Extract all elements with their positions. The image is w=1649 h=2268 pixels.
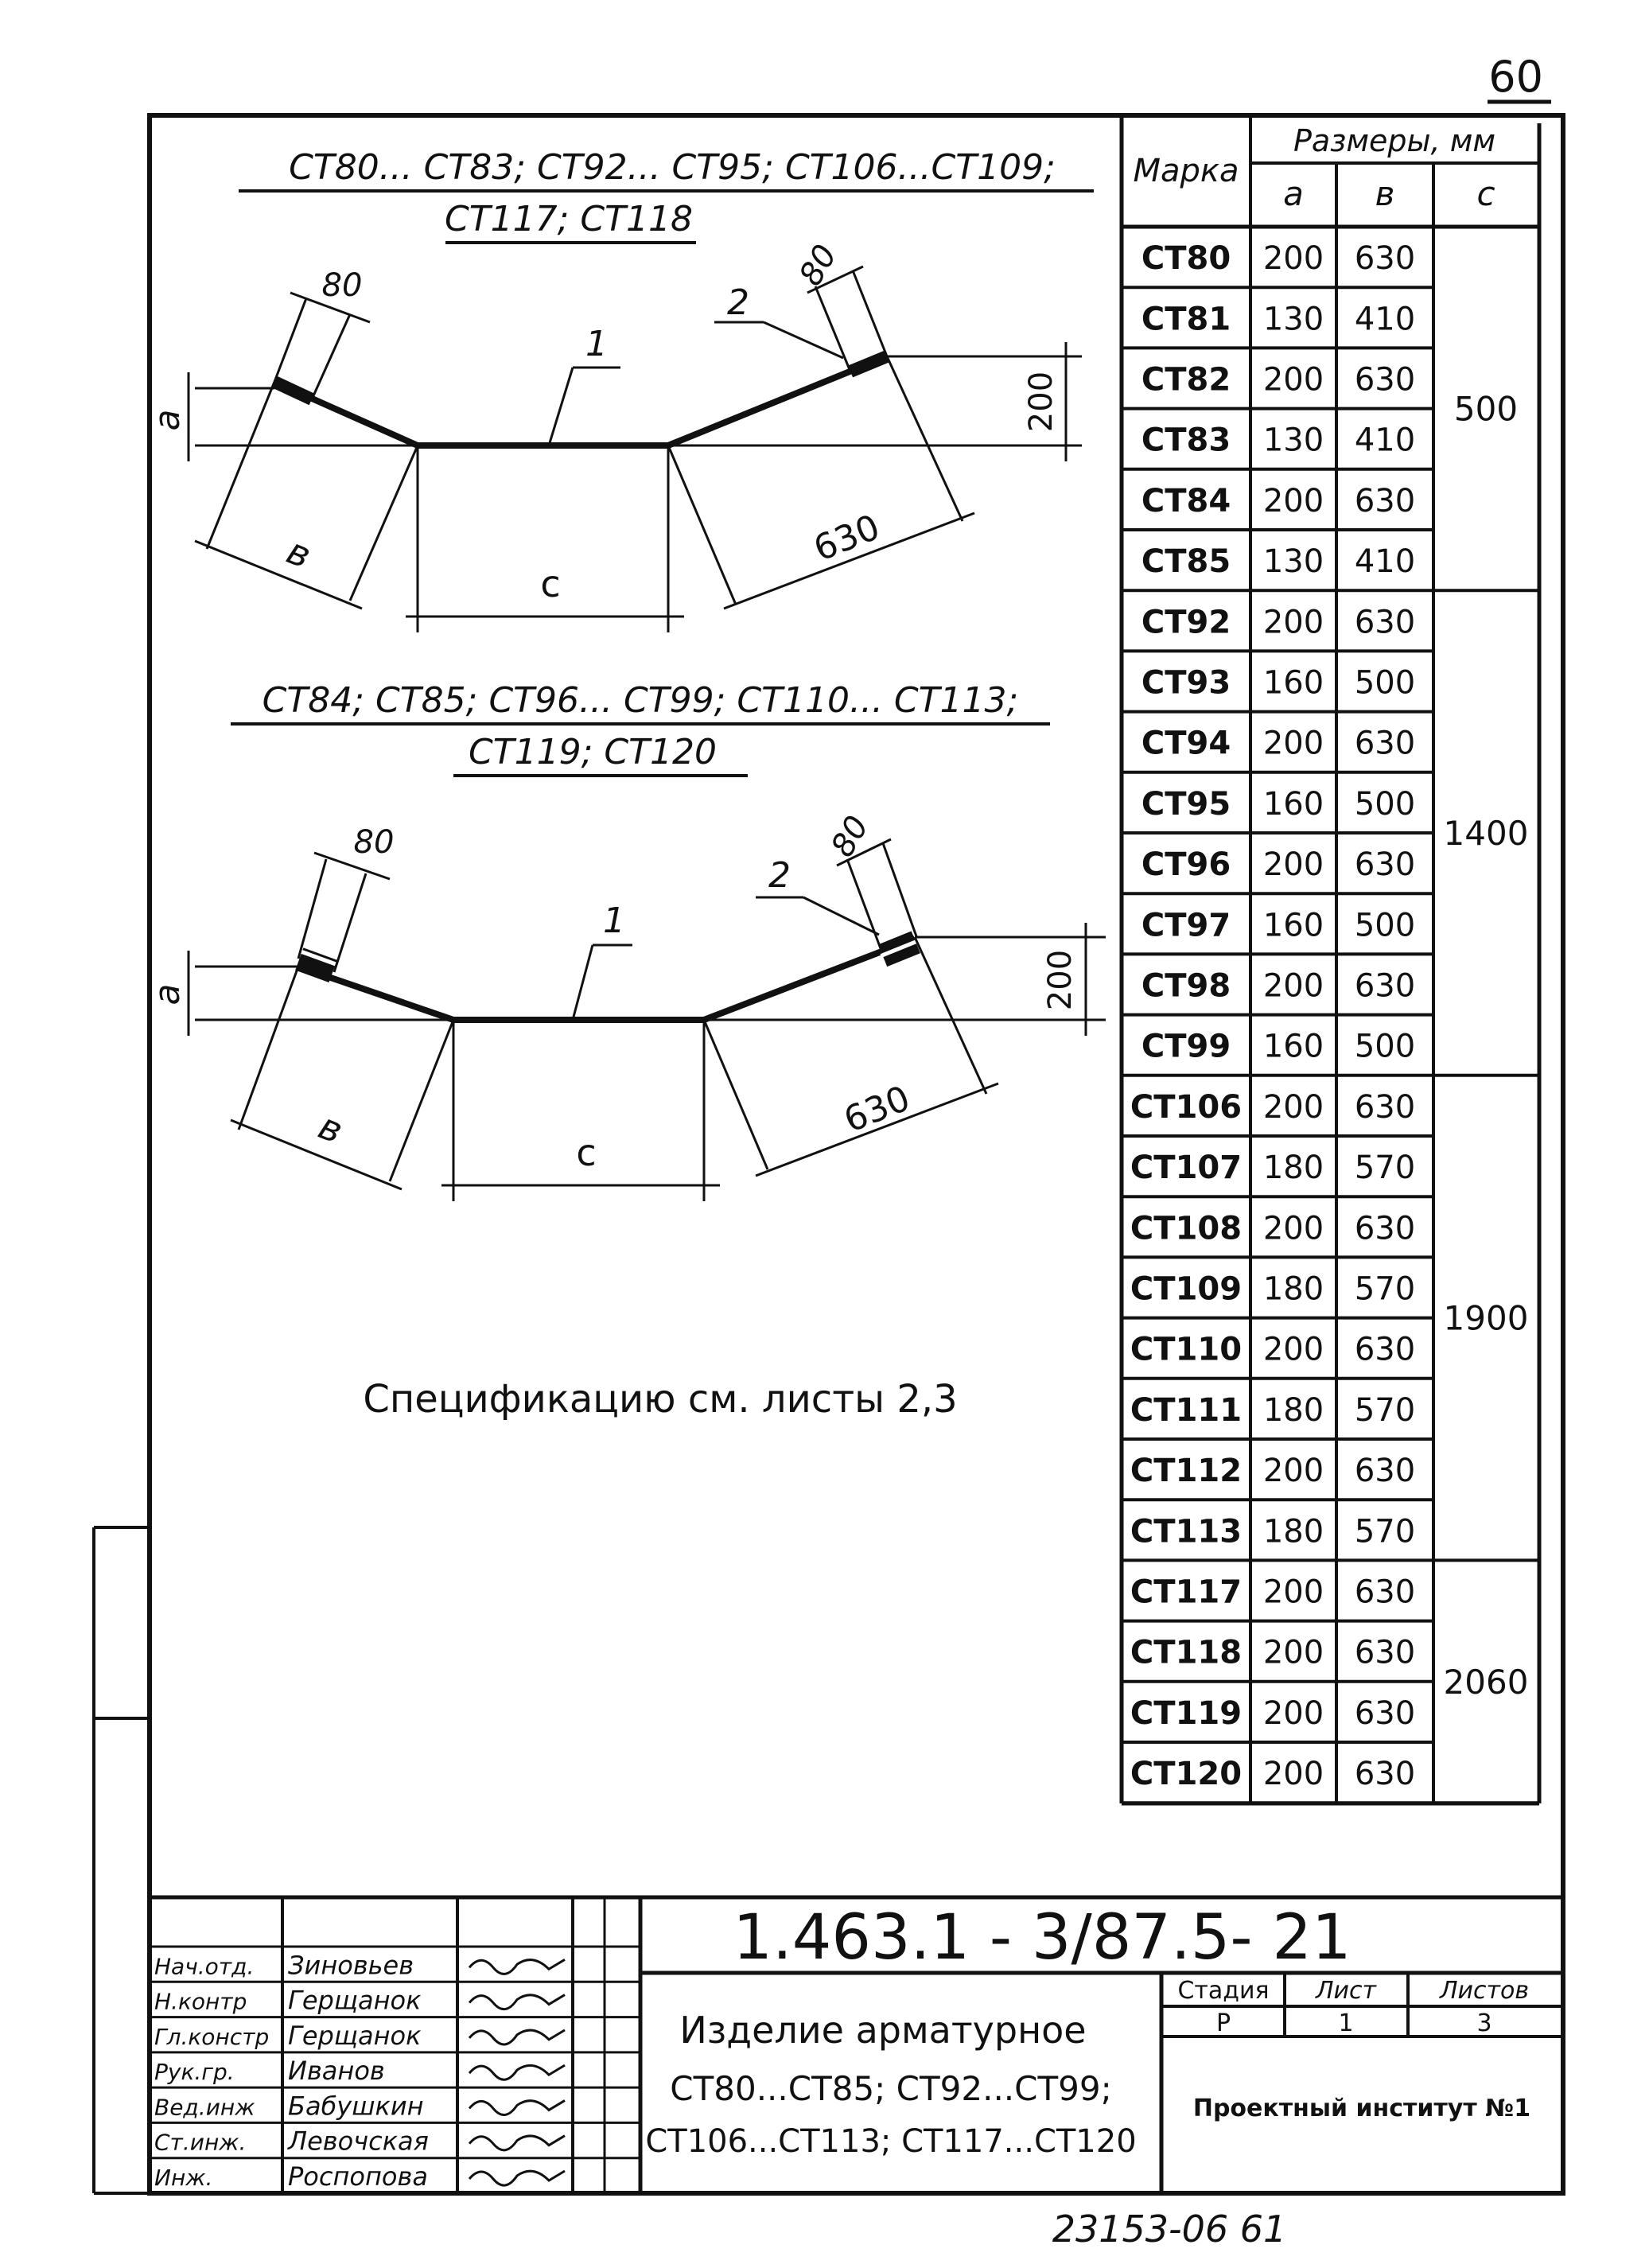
- table-row: [1122, 1574, 1433, 1621]
- table-header-col-a: а: [1283, 174, 1304, 213]
- table-row: [1122, 1271, 1433, 1318]
- table-row: [1122, 483, 1433, 530]
- table-cell-a: 200: [1262, 1453, 1324, 1490]
- group1-title-line2: СТ117; СТ118: [445, 199, 693, 239]
- group1-dim-c: с: [540, 562, 561, 605]
- table-cell-mark: СТ106: [1130, 1088, 1243, 1126]
- table-cell-a: 200: [1262, 482, 1324, 519]
- table-cell-b: 630: [1354, 1088, 1416, 1126]
- table-row: [1122, 786, 1433, 833]
- signature-role: Н.контр: [154, 1988, 247, 2015]
- table-row: [1122, 543, 1433, 590]
- signature-mark: [469, 2136, 565, 2150]
- table-cell-a: 200: [1262, 967, 1324, 1005]
- group2-dim-630: 630: [838, 1078, 916, 1141]
- table-cell-b: 630: [1354, 1210, 1416, 1247]
- table-cell-mark: СТ81: [1141, 301, 1231, 338]
- table-rows: [1122, 240, 1433, 1803]
- signature-row: [150, 2122, 640, 2156]
- table-cell-mark: СТ98: [1141, 967, 1231, 1005]
- table-row: [1122, 968, 1433, 1015]
- table-cell-a: 130: [1262, 422, 1324, 459]
- table-cell-mark: СТ93: [1141, 664, 1231, 702]
- signature-mark: [469, 2030, 565, 2044]
- table-cell-a: 200: [1262, 1694, 1324, 1732]
- group1-dim-80: 80: [321, 267, 363, 304]
- sheets-value: 3: [1476, 2009, 1492, 2037]
- table-cell-b: 630: [1354, 725, 1416, 762]
- table-row: [1122, 1150, 1433, 1196]
- sheets-label: Листов: [1439, 1977, 1530, 2005]
- table-cell-b: 410: [1354, 422, 1416, 459]
- table-cell-a: 160: [1262, 785, 1324, 823]
- table-cell-mark: СТ96: [1141, 846, 1231, 884]
- table-cell-mark: СТ84: [1141, 482, 1231, 519]
- table-cell-a: 160: [1262, 664, 1324, 702]
- signature-name: Зиновьев: [288, 1950, 414, 1981]
- table-cell-c: 2060: [1443, 1662, 1529, 1702]
- group2-dim-80: 80: [353, 824, 395, 861]
- table-c-group: [1433, 1663, 1539, 1803]
- table-row: [1122, 1392, 1433, 1439]
- table-cell-b: 630: [1354, 1574, 1416, 1611]
- table-cell-b: 570: [1354, 1513, 1416, 1550]
- table-cell-b: 630: [1354, 1634, 1416, 1671]
- table-cell-b: 630: [1354, 482, 1416, 519]
- dimensions-table: [1122, 115, 1539, 1803]
- table-cell-a: 180: [1262, 1391, 1324, 1429]
- drawing-frame: [150, 115, 1563, 2193]
- table-cell-a: 200: [1262, 1331, 1324, 1368]
- group1-dim-200: 200: [1023, 371, 1060, 433]
- table-cell-mark: СТ119: [1130, 1694, 1243, 1732]
- table-row: [1122, 846, 1433, 893]
- table-cell-b: 630: [1354, 1453, 1416, 1490]
- table-row: [1122, 1635, 1433, 1682]
- group1-dim-a: a: [147, 409, 188, 431]
- table-cell-mark: СТ110: [1130, 1331, 1243, 1368]
- signature-name: Герщанок: [288, 2020, 422, 2051]
- table-c-group: [1433, 390, 1539, 591]
- stage-label: Стадия: [1177, 1977, 1270, 2005]
- table-row: [1122, 1453, 1433, 1500]
- bending-diagram-1: [147, 147, 1094, 632]
- table-c-groups: [1433, 390, 1539, 1803]
- table-row: [1122, 362, 1433, 409]
- left-margin-strips: [94, 1527, 150, 2193]
- table-cell-mark: СТ108: [1130, 1210, 1243, 1247]
- table-cell-c: 1900: [1443, 1298, 1529, 1338]
- table-cell-b: 410: [1354, 301, 1416, 338]
- table-cell-b: 630: [1354, 967, 1416, 1005]
- group1-dim-b: в: [281, 529, 317, 578]
- table-cell-a: 200: [1262, 604, 1324, 641]
- group1-callout-1: 1: [585, 324, 608, 364]
- signature-row: [150, 2017, 640, 2051]
- table-cell-mark: СТ109: [1130, 1270, 1243, 1308]
- signature-name: Герщанок: [288, 1985, 422, 2016]
- table-cell-mark: СТ92: [1141, 604, 1231, 641]
- table-cell-b: 570: [1354, 1270, 1416, 1308]
- table-cell-a: 160: [1262, 907, 1324, 944]
- table-cell-c: 1400: [1443, 814, 1529, 853]
- table-cell-b: 410: [1354, 543, 1416, 581]
- table-c-group: [1433, 814, 1539, 1076]
- table-cell-a: 200: [1262, 725, 1324, 762]
- group2-dim-200: 200: [1042, 949, 1079, 1011]
- table-cell-b: 500: [1354, 785, 1416, 823]
- signature-name: Иванов: [288, 2056, 385, 2087]
- stage-value: Р: [1215, 2009, 1231, 2037]
- table-cell-b: 500: [1354, 1028, 1416, 1065]
- product-title-line1: Изделие арматурное: [679, 2009, 1087, 2052]
- signature-mark: [469, 2100, 565, 2114]
- group2-dim-c: с: [576, 1131, 597, 1174]
- product-title-line2: СТ80...СТ85; СТ92...СТ99;: [670, 2069, 1112, 2108]
- table-cell-a: 200: [1262, 1210, 1324, 1247]
- signature-role: Вед.инж: [154, 2094, 255, 2121]
- table-row: [1122, 665, 1433, 712]
- table-header-col-b: в: [1375, 174, 1395, 213]
- table-cell-a: 200: [1262, 1756, 1324, 1793]
- signature-role: Нач.отд.: [154, 1953, 255, 1980]
- table-cell-b: 500: [1354, 907, 1416, 944]
- table-row: [1122, 604, 1433, 651]
- page-number: 60: [1488, 52, 1543, 102]
- group1-title-line1: СТ80... СТ83; СТ92... СТ95; СТ106...СТ109;: [289, 147, 1056, 188]
- table-cell-b: 630: [1354, 846, 1416, 884]
- table-row: [1122, 1029, 1433, 1076]
- sheet-value: 1: [1338, 2009, 1354, 2037]
- signature-name: Бабушкин: [288, 2091, 424, 2122]
- signature-row: [150, 1947, 640, 1980]
- signature-role: Рук.гр.: [154, 2059, 235, 2086]
- product-title-line3: СТ106...СТ113; СТ117...СТ120: [645, 2123, 1137, 2160]
- group2-title-line2: СТ119; СТ120: [469, 732, 717, 772]
- table-cell-mark: СТ111: [1130, 1391, 1243, 1429]
- table-cell-a: 200: [1262, 1634, 1324, 1671]
- group2-callout-1: 1: [603, 901, 625, 941]
- table-cell-b: 630: [1354, 361, 1416, 399]
- table-cell-mark: СТ99: [1141, 1028, 1231, 1065]
- table-cell-mark: СТ107: [1130, 1150, 1243, 1187]
- signature-name: Левочская: [288, 2126, 429, 2157]
- group1-dim-80-right: 80: [792, 238, 845, 293]
- signature-row: [150, 2087, 640, 2121]
- table-cell-mark: СТ82: [1141, 361, 1231, 399]
- group2-dim-80-right: 80: [824, 809, 877, 864]
- table-cell-mark: СТ97: [1141, 907, 1231, 944]
- table-cell-b: 630: [1354, 240, 1416, 278]
- signature-role: Ст.инж.: [154, 2129, 247, 2156]
- group2-callout-2: 2: [768, 855, 791, 896]
- table-cell-a: 180: [1262, 1150, 1324, 1187]
- table-row: [1122, 1756, 1433, 1803]
- table-c-group: [1433, 1299, 1539, 1561]
- table-cell-c: 500: [1453, 389, 1519, 429]
- table-row: [1122, 907, 1433, 954]
- signature-row: [150, 2052, 640, 2086]
- table-cell-b: 630: [1354, 1756, 1416, 1793]
- group2-dim-b: в: [313, 1104, 349, 1153]
- table-row: [1122, 726, 1433, 772]
- sheet-label: Лист: [1315, 1977, 1377, 2005]
- table-cell-b: 630: [1354, 604, 1416, 641]
- table-header-mark: Марка: [1133, 153, 1239, 189]
- signature-mark: [469, 2065, 565, 2079]
- table-cell-mark: СТ83: [1141, 422, 1231, 459]
- table-cell-a: 200: [1262, 240, 1324, 278]
- table-cell-a: 130: [1262, 301, 1324, 338]
- signature-mark: [469, 2171, 565, 2185]
- table-row: [1122, 1513, 1433, 1560]
- group1-callout-2: 2: [727, 282, 749, 323]
- title-block: [150, 1897, 1563, 2193]
- table-cell-mark: СТ113: [1130, 1513, 1243, 1550]
- signature-rows: [150, 1947, 640, 2192]
- table-cell-a: 160: [1262, 1028, 1324, 1065]
- table-cell-a: 130: [1262, 543, 1324, 581]
- table-header-sizes: Размеры, мм: [1293, 123, 1496, 158]
- signature-row: [150, 2158, 640, 2192]
- bending-diagram-2: [147, 680, 1106, 1201]
- table-cell-mark: СТ117: [1130, 1574, 1243, 1611]
- table-cell-b: 500: [1354, 664, 1416, 702]
- signature-mark: [469, 1995, 565, 2009]
- group1-dim-630: 630: [808, 507, 886, 570]
- table-cell-a: 200: [1262, 846, 1324, 884]
- table-cell-mark: СТ85: [1141, 543, 1231, 581]
- table-row: [1122, 1695, 1433, 1742]
- table-cell-b: 570: [1354, 1391, 1416, 1429]
- table-cell-mark: СТ112: [1130, 1453, 1243, 1490]
- table-cell-mark: СТ120: [1130, 1756, 1243, 1793]
- document-code: 1.463.1 - 3/87.5- 21: [733, 1902, 1351, 1974]
- table-cell-a: 180: [1262, 1270, 1324, 1308]
- table-row: [1122, 422, 1433, 469]
- table-cell-b: 630: [1354, 1694, 1416, 1732]
- table-cell-b: 630: [1354, 1331, 1416, 1368]
- specification-note: Спецификацию см. листы 2,3: [363, 1377, 958, 1422]
- table-cell-a: 200: [1262, 1574, 1324, 1611]
- signature-role: Инж.: [154, 2165, 213, 2191]
- table-header-col-c: с: [1476, 174, 1495, 213]
- signature-row: [150, 1982, 640, 2015]
- table-cell-mark: СТ95: [1141, 785, 1231, 823]
- table-cell-mark: СТ94: [1141, 725, 1231, 762]
- bottom-archive-note: 23153-06 61: [1052, 2208, 1287, 2250]
- signature-role: Гл.констр: [154, 2023, 270, 2050]
- table-row: [1122, 1210, 1433, 1257]
- table-cell-mark: СТ80: [1141, 240, 1231, 278]
- group2-title-line1: СТ84; СТ85; СТ96... СТ99; СТ110... СТ113;: [262, 680, 1019, 721]
- table-row: [1122, 301, 1433, 348]
- signature-mark: [469, 1959, 565, 1974]
- organization-name: Проектный институт №1: [1192, 2095, 1531, 2122]
- group2-dim-a: a: [147, 983, 188, 1006]
- table-cell-a: 180: [1262, 1513, 1324, 1550]
- signature-name: Роспопова: [288, 2161, 428, 2192]
- table-cell-b: 570: [1354, 1150, 1416, 1187]
- table-row: [1122, 1332, 1433, 1379]
- table-row: [1122, 240, 1433, 287]
- table-cell-a: 200: [1262, 1088, 1324, 1126]
- table-cell-a: 200: [1262, 361, 1324, 399]
- table-cell-mark: СТ118: [1130, 1634, 1243, 1671]
- table-row: [1122, 1089, 1433, 1136]
